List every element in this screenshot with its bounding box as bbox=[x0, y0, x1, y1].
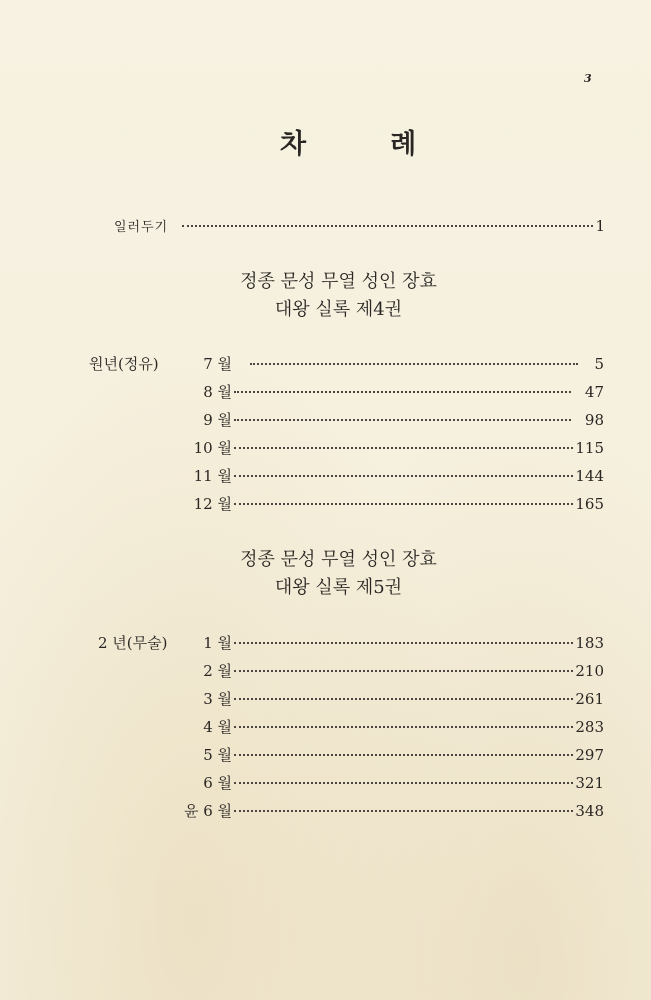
volume-heading-line1: 정종 문성 무열 성인 장효 bbox=[240, 271, 437, 292]
dot-leader bbox=[234, 503, 573, 505]
toc-entry[interactable] bbox=[180, 718, 604, 736]
toc-entry[interactable] bbox=[180, 802, 604, 820]
toc-entry-month: 7 월 bbox=[203, 355, 232, 373]
toc-entry-page: 348 bbox=[575, 802, 604, 820]
toc-entry-month: 5 월 bbox=[203, 746, 232, 764]
toc-entry-month: 6 월 bbox=[203, 774, 232, 792]
dot-leader bbox=[234, 782, 573, 784]
volume-heading-line2: 대왕 실록 제5권 bbox=[274, 577, 403, 598]
toc-entry-month: 10 월 bbox=[193, 439, 232, 457]
toc-entry[interactable] bbox=[180, 411, 604, 429]
year-label: 원년(정유) bbox=[89, 355, 159, 373]
volume-heading-line1: 정종 문성 무열 성인 장효 bbox=[240, 549, 437, 570]
dot-leader bbox=[234, 642, 573, 644]
toc-entry-page: 261 bbox=[575, 690, 604, 708]
toc-entry-page: 115 bbox=[575, 439, 604, 457]
dot-leader bbox=[182, 225, 593, 227]
dot-leader bbox=[234, 754, 573, 756]
toc-entry-month: 9 월 bbox=[203, 411, 232, 429]
dot-leader bbox=[234, 810, 573, 812]
dot-leader bbox=[234, 447, 573, 449]
dot-leader bbox=[234, 670, 573, 672]
toc-entry-month: 11 월 bbox=[193, 467, 232, 485]
toc-entry[interactable] bbox=[180, 690, 604, 708]
toc-entry-month: 12 월 bbox=[193, 495, 232, 513]
toc-entry-month: 3 월 bbox=[203, 690, 232, 708]
volume-heading bbox=[0, 546, 651, 602]
toc-entry-page: 47 bbox=[584, 383, 604, 401]
toc-entry-page: 321 bbox=[575, 774, 604, 792]
toc-entry-month: 2 월 bbox=[203, 662, 232, 680]
toc-entry[interactable] bbox=[180, 383, 604, 401]
toc-title-char-1: 차 bbox=[280, 129, 309, 160]
toc-entry-page: 297 bbox=[575, 746, 604, 764]
year-label: 2 년(무술) bbox=[98, 634, 168, 652]
dot-leader bbox=[234, 726, 573, 728]
dot-leader bbox=[234, 698, 573, 700]
toc-entry-intro[interactable] bbox=[114, 217, 605, 235]
toc-entry-page: 144 bbox=[575, 467, 604, 485]
toc-entry-page: 98 bbox=[584, 411, 604, 429]
toc-entry[interactable] bbox=[180, 439, 604, 457]
toc-entry-month: 4 월 bbox=[203, 718, 232, 736]
toc-entry-month: 윤 6 월 bbox=[183, 802, 232, 820]
toc-entry-page: 165 bbox=[575, 495, 604, 513]
toc-entry[interactable] bbox=[180, 495, 604, 513]
toc-entry[interactable] bbox=[180, 634, 604, 652]
dot-leader bbox=[250, 363, 578, 365]
toc-entry-page: 5 bbox=[594, 355, 604, 373]
dot-leader bbox=[234, 475, 573, 477]
toc-entry-month: 1 월 bbox=[203, 634, 232, 652]
dot-leader bbox=[234, 391, 571, 393]
toc-entry-label: 일러두기 bbox=[114, 220, 169, 235]
toc-entry-page: 183 bbox=[575, 634, 604, 652]
toc-entry[interactable] bbox=[180, 467, 604, 485]
toc-title bbox=[280, 122, 418, 161]
page-number: 3 bbox=[584, 72, 592, 85]
volume-heading bbox=[0, 268, 651, 324]
toc-entry-page: 210 bbox=[575, 662, 604, 680]
toc-entry[interactable] bbox=[180, 746, 604, 764]
toc-entry-page: 283 bbox=[575, 718, 604, 736]
toc-entry-month: 8 월 bbox=[203, 383, 232, 401]
dot-leader bbox=[234, 419, 571, 421]
toc-entry[interactable] bbox=[180, 774, 604, 792]
volume-heading-line2: 대왕 실록 제4권 bbox=[274, 299, 403, 320]
toc-title-char-2: 례 bbox=[390, 129, 419, 160]
toc-entry-page: 1 bbox=[595, 217, 605, 235]
toc-entry[interactable] bbox=[180, 355, 604, 373]
toc-entry[interactable] bbox=[180, 662, 604, 680]
